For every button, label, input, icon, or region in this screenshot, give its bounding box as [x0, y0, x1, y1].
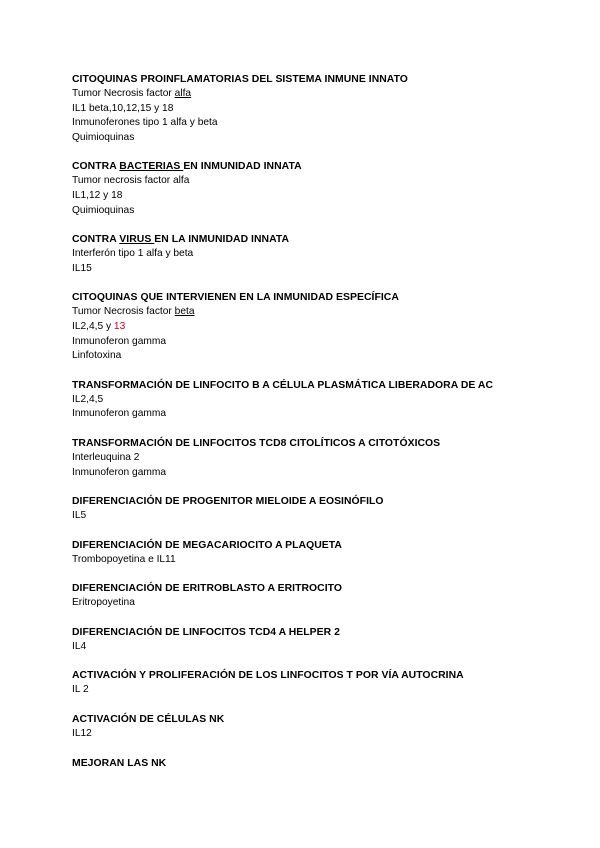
list-item: IL1,12 y 18 [72, 189, 123, 201]
list-item: IL4 [72, 640, 87, 652]
section-heading: ACTIVACIÓN DE CÉLULAS NK [72, 714, 225, 726]
list-item: IL1 beta,10,12,15 y 18 [72, 102, 174, 114]
section-especifica [72, 290, 582, 363]
section-plaqueta [72, 538, 582, 568]
section-nk [72, 712, 582, 742]
list-item: IL2,4,5 y 13 [72, 320, 126, 332]
section-heading: DIFERENCIACIÓN DE ERITROBLASTO A ERITROCITO [72, 583, 343, 595]
section-heading: TRANSFORMACIÓN DE LINFOCITO B A CÉLULA PLASMÁTICA LIBERADORA DE AC [72, 379, 494, 391]
list-item: Interleuquina 2 [72, 451, 140, 463]
list-item: Inmunoferon gamma [72, 408, 167, 420]
section-proinflamatorias [72, 72, 582, 145]
highlighted-value: 13 [113, 320, 126, 332]
list-item: Tumor Necrosis factor alfa [72, 88, 192, 99]
section-eosinofilo [72, 494, 582, 524]
list-item: Tumor Necrosis factor beta [72, 306, 195, 318]
list-item: IL5 [72, 510, 87, 522]
list-item: Quimioquinas [72, 204, 135, 216]
list-item: Inmunoferon gamma [72, 335, 167, 347]
list-item: Inmunoferon gamma [72, 466, 167, 478]
section-virus [72, 232, 582, 276]
list-item: Quimioquinas [72, 131, 135, 143]
section-helper2 [72, 625, 582, 655]
list-item: IL 2 [72, 684, 89, 696]
section-heading: CITOQUINAS PROINFLAMATORIAS DEL SISTEMA INMUNE INNATO [72, 74, 408, 85]
list-item: Tumor necrosis factor alfa [72, 175, 190, 187]
section-tcd8 [72, 436, 582, 480]
list-item: IL2,4,5 [72, 393, 104, 405]
list-item: Trombopoyetina e IL11 [72, 553, 176, 565]
list-item: Inmunoferones tipo 1 alfa y beta [72, 117, 218, 129]
list-item: IL12 [72, 728, 92, 740]
section-heading: CONTRA VIRUS EN LA INMUNIDAD INNATA [72, 234, 290, 246]
section-heading: DIFERENCIACIÓN DE MEGACARIOCITO A PLAQUETA [72, 539, 342, 551]
section-bacterias [72, 159, 582, 218]
section-heading: TRANSFORMACIÓN DE LINFOCITOS TCD8 CITOLÍTICOS A CITOTÓXICOS [72, 437, 441, 449]
list-item: Linfotoxina [72, 350, 122, 362]
section-linfocito-b [72, 378, 582, 422]
section-mejoran-nk [72, 756, 582, 771]
section-eritrocito [72, 581, 582, 611]
section-heading: ACTIVACIÓN Y PROLIFERACIÓN DE LOS LINFOCITOS T POR VÍA AUTOCRINA [72, 670, 464, 682]
section-heading: DIFERENCIACIÓN DE LINFOCITOS TCD4 A HELPER 2 [72, 626, 340, 638]
section-heading: MEJORAN LAS NK [72, 757, 167, 769]
list-item: Interferón tipo 1 alfa y beta [72, 248, 194, 260]
list-item: Eritropoyetina [72, 597, 135, 609]
section-autocrina [72, 668, 582, 698]
section-heading: CITOQUINAS QUE INTERVIENEN EN LA INMUNIDAD ESPECÍFICA [72, 292, 399, 304]
section-heading: DIFERENCIACIÓN DE PROGENITOR MIELOIDE A EOSINÓFILO [72, 496, 384, 508]
document-body [72, 72, 582, 785]
list-item: IL15 [72, 262, 92, 274]
section-heading: CONTRA BACTERIAS EN INMUNIDAD INNATA [72, 161, 302, 173]
